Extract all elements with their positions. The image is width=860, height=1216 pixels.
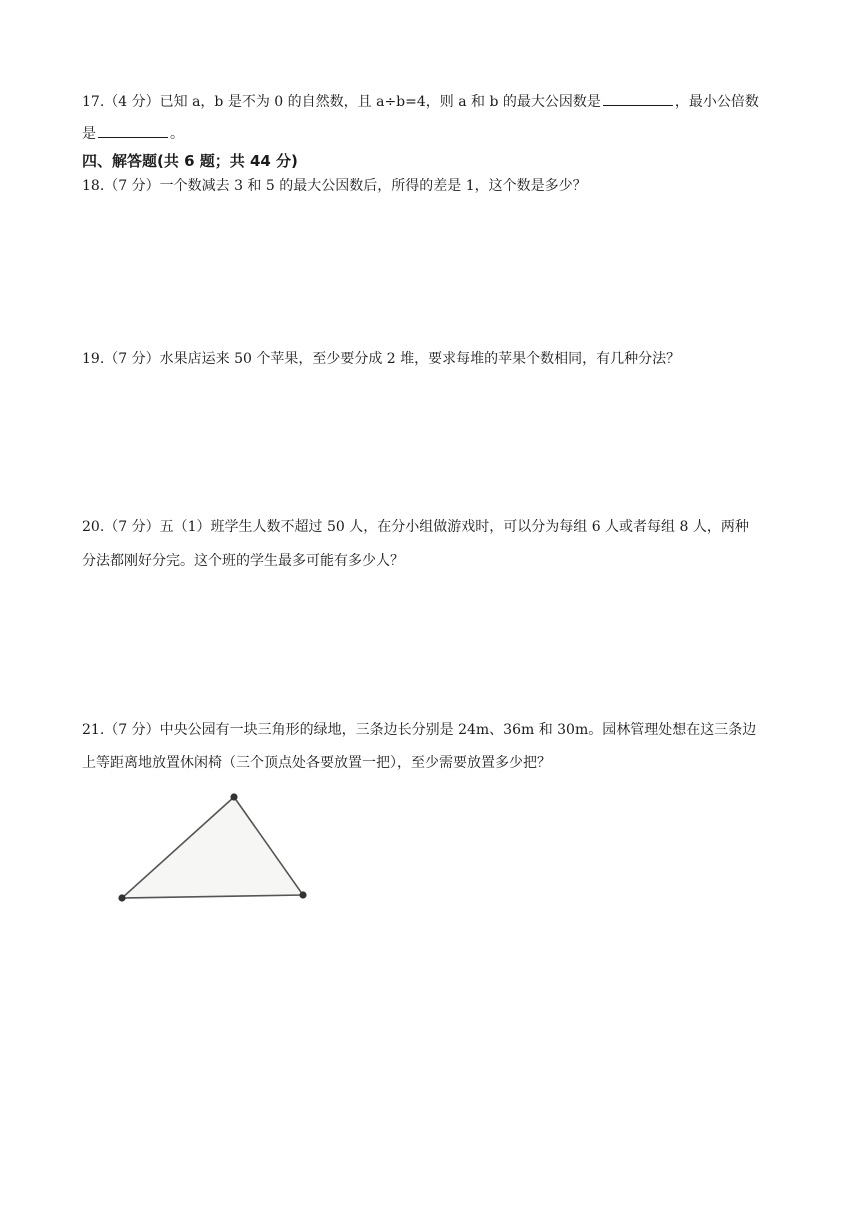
question-19 xyxy=(82,349,680,369)
question-17-line-1 xyxy=(82,90,759,112)
question-text: 已知 a，b 是不为 0 的自然数，且 a÷b=4，则 a 和 b 的最大公因数是 xyxy=(159,94,601,110)
question-number: 18. xyxy=(82,178,105,194)
triangle-vertex-left xyxy=(118,894,125,901)
triangle-vertex-right xyxy=(299,891,306,898)
question-20-line-1 xyxy=(82,517,749,537)
answer-blank-gcd[interactable] xyxy=(603,90,673,106)
question-text: 一个数减去 3 和 5 的最大公因数后，所得的差是 1，这个数是多少？ xyxy=(159,178,587,194)
triangle-vertex-top xyxy=(230,793,237,800)
section-heading: 四、解答题(共 6 题；共 44 分) xyxy=(82,152,298,170)
question-text: 中央公园有一块三角形的绿地，三条边长分别是 24m、36m 和 30m。园林管理处想在这三条边 xyxy=(159,722,757,738)
question-number: 21. xyxy=(82,722,105,738)
triangle-shape xyxy=(122,797,303,898)
question-21-line-1 xyxy=(82,720,756,740)
question-21-line-2 xyxy=(82,753,551,773)
question-score: （7 分） xyxy=(104,178,160,194)
question-text: 是 xyxy=(82,126,96,142)
question-text: 分法都刚好分完。这个班的学生最多可能有多少人？ xyxy=(82,553,404,569)
question-text: 水果店运来 50 个苹果，至少要分成 2 堆，要求每堆的苹果个数相同，有几种分法？ xyxy=(159,351,681,367)
question-text: ，最小公倍数 xyxy=(674,94,759,110)
question-score: （4 分） xyxy=(104,94,160,110)
triangle-figure xyxy=(110,785,320,910)
answer-blank-lcm[interactable] xyxy=(98,122,168,138)
question-score: （7 分） xyxy=(104,722,160,738)
question-text: 。 xyxy=(170,126,184,142)
question-score: （7 分） xyxy=(104,351,160,367)
question-20-line-2 xyxy=(82,551,404,571)
question-18 xyxy=(82,176,587,196)
question-number: 17. xyxy=(82,94,105,110)
question-text: 五（1）班学生人数不超过 50 人，在分小组做游戏时，可以分为每组 6 人或者每组 8 人，两种 xyxy=(159,519,749,535)
question-text: 上等距离地放置休闲椅（三个顶点处各要放置一把），至少需要放置多少把？ xyxy=(82,755,551,771)
question-17-line-2 xyxy=(82,122,184,144)
question-score: （7 分） xyxy=(104,519,160,535)
question-number: 20. xyxy=(82,519,105,535)
question-number: 19. xyxy=(82,351,105,367)
